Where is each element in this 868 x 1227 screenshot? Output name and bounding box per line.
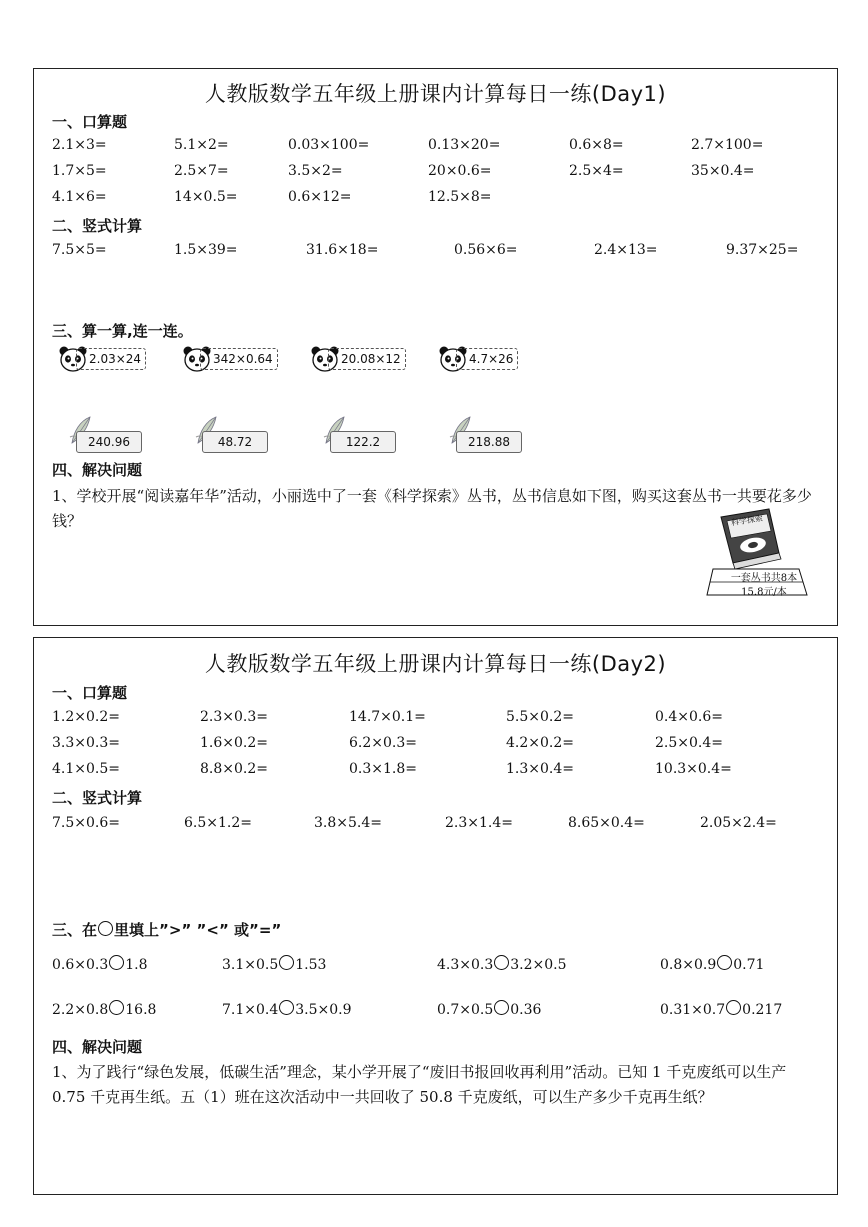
day2-oral-item: 3.3×0.3= [52,735,120,751]
compare-item[interactable] [660,1000,782,1018]
book-info-line1: 一套丛书共8本 [730,573,798,584]
day2-vertical-item: 6.5×1.2= [184,815,252,831]
answer-circle-icon[interactable] [279,955,294,970]
day1-vertical-item: 0.56×6= [454,242,518,258]
day1-oral-item: 2.7×100= [691,137,764,153]
compare-right: 1.8 [125,957,148,973]
answer-box: 218.88 [456,431,522,453]
day2-worksheet [33,637,838,1195]
day2-section1-title: 一、口算题 [52,684,128,702]
day2-oral-item: 10.3×0.4= [655,761,732,777]
day1-title: 人教版数学五年级上册课内计算每日一练(Day1) [204,82,667,106]
book-cover-title: 科学探索 [730,513,764,528]
expression-box: 4.7×26 [456,348,518,370]
day1-vertical-item: 2.4×13= [594,242,658,258]
compare-item[interactable] [437,955,567,973]
day1-vertical-item: 9.37×25= [726,242,799,258]
day2-vertical-item: 3.8×5.4= [314,815,382,831]
compare-item[interactable] [52,955,148,973]
section3-title-part2: 里填上”>” ”<” 或”=” [114,921,282,939]
book-info-line2: 15.8元/本 [741,587,787,598]
day1-oral-item: 20×0.6= [428,163,492,179]
day1-oral-item: 2.5×4= [569,163,624,179]
leaf-answer-card[interactable] [194,415,284,453]
compare-right: 16.8 [125,1002,157,1018]
answer-box: 240.96 [76,431,142,453]
compare-left: 4.3×0.3 [437,957,494,973]
compare-right: 0.217 [742,1002,783,1018]
day1-oral-item: 2.1×3= [52,137,107,153]
day2-oral-item: 1.6×0.2= [200,735,268,751]
compare-circle-icon [98,921,113,936]
day1-oral-item: 3.5×2= [288,163,343,179]
day1-oral-item: 0.6×12= [288,189,352,205]
answer-circle-icon[interactable] [494,1000,509,1015]
day2-oral-item: 2.3×0.3= [200,709,268,725]
day2-vertical-item: 2.3×1.4= [445,815,513,831]
compare-left: 0.6×0.3 [52,957,109,973]
section3-title-part1: 三、在 [52,921,98,939]
day1-vertical-item: 7.5×5= [52,242,107,258]
expression-box: 342×0.64 [200,348,278,370]
day2-oral-item: 0.4×0.6= [655,709,723,725]
day2-word-problem: 1、为了践行“绿色发展，低碳生活”理念，某小学开展了“废旧书报回收再利用”活动。已知 1 千克废纸可以生产 0.75 千克再生纸。五（1）班在这次活动中一共回收了 50.8 千克废纸，可以生产多少千克再生纸？ [52,1063,787,1106]
answer-circle-icon[interactable] [279,1000,294,1015]
day2-section2-title: 二、竖式计算 [52,789,143,807]
day2-oral-item: 2.5×0.4= [655,735,723,751]
leaf-answer-card[interactable] [322,415,412,453]
compare-right: 3.5×0.9 [295,1002,352,1018]
day1-oral-item: 0.13×20= [428,137,501,153]
day2-oral-item: 14.7×0.1= [349,709,426,725]
day2-oral-item: 0.3×1.8= [349,761,417,777]
day1-vertical-item: 31.6×18= [306,242,379,258]
day1-section1-title: 一、口算题 [52,113,128,131]
answer-circle-icon[interactable] [494,955,509,970]
expression-box: 20.08×12 [328,348,406,370]
compare-left: 0.7×0.5 [437,1002,494,1018]
day2-vertical-item: 7.5×0.6= [52,815,120,831]
day1-section4-title: 四、解决问题 [52,461,143,479]
day1-oral-item: 1.7×5= [52,163,107,179]
answer-circle-icon[interactable] [109,1000,124,1015]
day1-word-problem: 1、学校开展“阅读嘉年华”活动，小丽选中了一套《科学探索》丛书，丛书信息如下图，购买这套丛书一共要花多少钱？ [52,487,812,530]
day1-oral-item: 12.5×8= [428,189,492,205]
day1-oral-item: 35×0.4= [691,163,755,179]
compare-right: 1.53 [295,957,327,973]
day2-vertical-item: 8.65×0.4= [568,815,645,831]
compare-right: 3.2×0.5 [510,957,567,973]
compare-left: 3.1×0.5 [222,957,279,973]
day2-section3-title [52,919,281,940]
compare-item[interactable] [222,955,326,973]
answer-box: 122.2 [330,431,396,453]
compare-item[interactable] [222,1000,352,1018]
day1-vertical-item: 1.5×39= [174,242,238,258]
day2-oral-item: 6.2×0.3= [349,735,417,751]
day1-oral-item: 0.03×100= [288,137,370,153]
day1-oral-item: 5.1×2= [174,137,229,153]
answer-box: 48.72 [202,431,268,453]
expression-box: 2.03×24 [76,348,146,370]
day2-oral-item: 4.1×0.5= [52,761,120,777]
compare-left: 2.2×0.8 [52,1002,109,1018]
day2-oral-item: 1.2×0.2= [52,709,120,725]
day2-section4-title: 四、解决问题 [52,1038,143,1056]
day1-section2-title: 二、竖式计算 [52,217,143,235]
day2-oral-item: 4.2×0.2= [506,735,574,751]
compare-left: 0.8×0.9 [660,957,717,973]
answer-circle-icon[interactable] [717,955,732,970]
compare-item[interactable] [660,955,764,973]
compare-item[interactable] [437,1000,541,1018]
compare-left: 7.1×0.4 [222,1002,279,1018]
leaf-answer-card[interactable] [68,415,158,453]
compare-right: 0.36 [510,1002,542,1018]
day2-vertical-item: 2.05×2.4= [700,815,777,831]
leaf-answer-card[interactable] [448,415,538,453]
day1-oral-item: 0.6×8= [569,137,624,153]
day2-oral-item: 8.8×0.2= [200,761,268,777]
day1-oral-item: 2.5×7= [174,163,229,179]
day2-oral-item: 5.5×0.2= [506,709,574,725]
day1-section3-title: 三、算一算,连一连。 [52,322,193,340]
answer-circle-icon[interactable] [109,955,124,970]
day1-oral-item: 4.1×6= [52,189,107,205]
compare-right: 0.71 [733,957,765,973]
day1-worksheet [33,68,838,626]
compare-left: 0.31×0.7 [660,1002,726,1018]
day1-oral-item: 14×0.5= [174,189,238,205]
answer-circle-icon[interactable] [726,1000,741,1015]
compare-item[interactable] [52,1000,156,1018]
day2-oral-item: 1.3×0.4= [506,761,574,777]
day2-title: 人教版数学五年级上册课内计算每日一练(Day2) [204,652,667,676]
